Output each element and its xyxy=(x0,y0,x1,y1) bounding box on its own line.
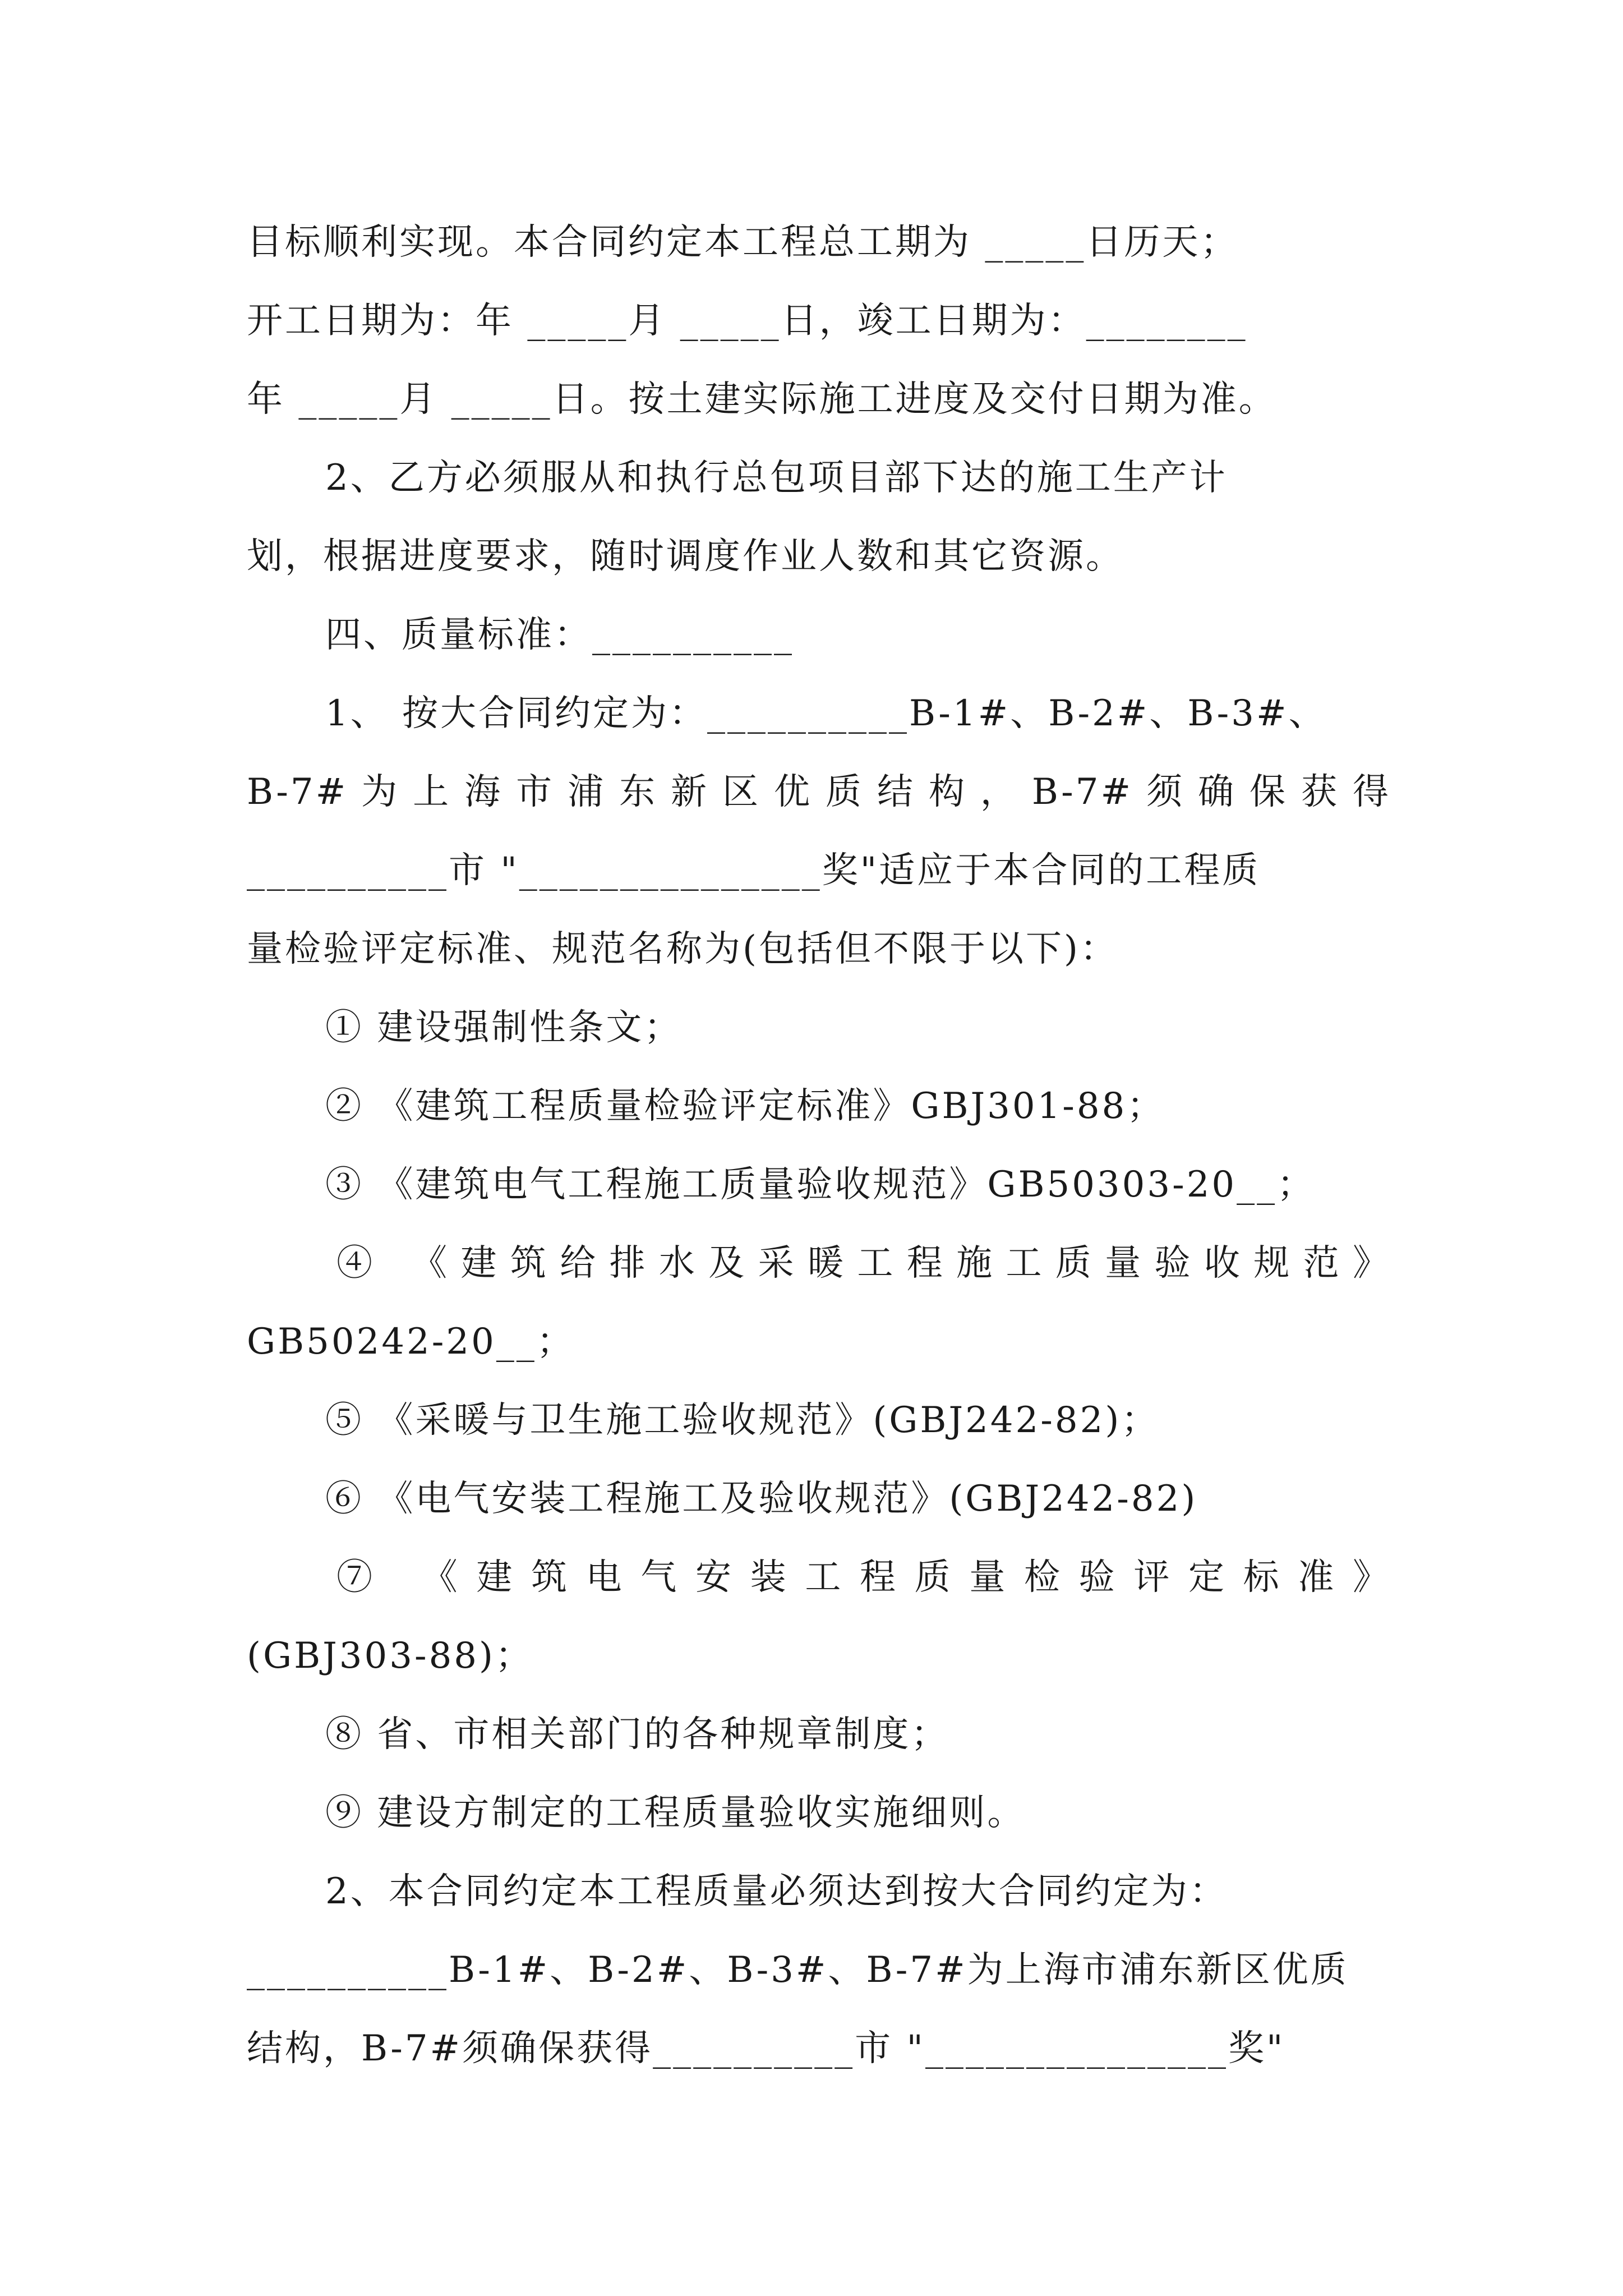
text-line: 量检验评定标准、规范名称为(包括但不限于以下)： xyxy=(247,928,1118,970)
text-line: 目标顺利实现。本合同约定本工程总工期为 _____日历天； xyxy=(247,222,1239,263)
text-line: 年 _____月 _____日。按土建实际施工进度及交付日期为准。 xyxy=(247,379,1277,420)
text-line: 2、本合同约定本工程质量必须达到按大合同约定为： xyxy=(325,1871,1228,1912)
text-line: 划，根据进度要求，随时调度作业人数和其它资源。 xyxy=(247,536,1124,577)
list-item: ⑦ 《建筑电气安装工程质量检验评定标准》 xyxy=(336,1557,1391,1598)
list-item: ② 《建筑工程质量检验评定标准》GBJ301-88； xyxy=(325,1085,1165,1127)
section-heading: 四、质量标准：__________ xyxy=(325,614,794,656)
list-item: ⑤ 《采暖与卫生施工验收规范》(GBJ242-82)； xyxy=(325,1400,1160,1441)
list-item: ① 建设强制性条文； xyxy=(325,1007,683,1048)
text-line: __________B-1#、B-2#、B-3#、B-7#为上海市浦东新区优质 xyxy=(247,1949,1349,1991)
text-line: GB50242-20__； xyxy=(247,1321,575,1363)
text-line: (GBJ303-88)； xyxy=(247,1635,533,1677)
text-line: 结构，B-7#须确保获得__________市 "_______________奖" xyxy=(247,2028,1285,2069)
text-line: B-7#为上海市浦东新区优质结构，B-7#须确保获得 xyxy=(247,771,1391,813)
list-item: ⑨ 建设方制定的工程质量验收实施细则。 xyxy=(325,1792,1026,1834)
text-line: __________市 "_______________奖"适应于本合同的工程质 xyxy=(247,850,1261,891)
list-item: ③ 《建筑电气工程施工质量验收规范》GB50303-20__； xyxy=(325,1164,1316,1205)
text-line: 开工日期为：年 _____月 _____日，竣工日期为：________ xyxy=(247,300,1248,342)
list-item: ⑧ 省、市相关部门的各种规章制度； xyxy=(325,1714,949,1755)
text-line: 2、乙方必须服从和执行总包项目部下达的施工生产计 xyxy=(325,457,1228,499)
list-item: ⑥ 《电气安装工程施工及验收规范》(GBJ242-82) xyxy=(325,1478,1198,1520)
text-line: 1、 按大合同约定为：__________B-1#、B-2#、B-3#、 xyxy=(325,693,1327,734)
list-item: ④ 《建筑给排水及采暖工程施工质量验收规范》 xyxy=(336,1243,1391,1284)
